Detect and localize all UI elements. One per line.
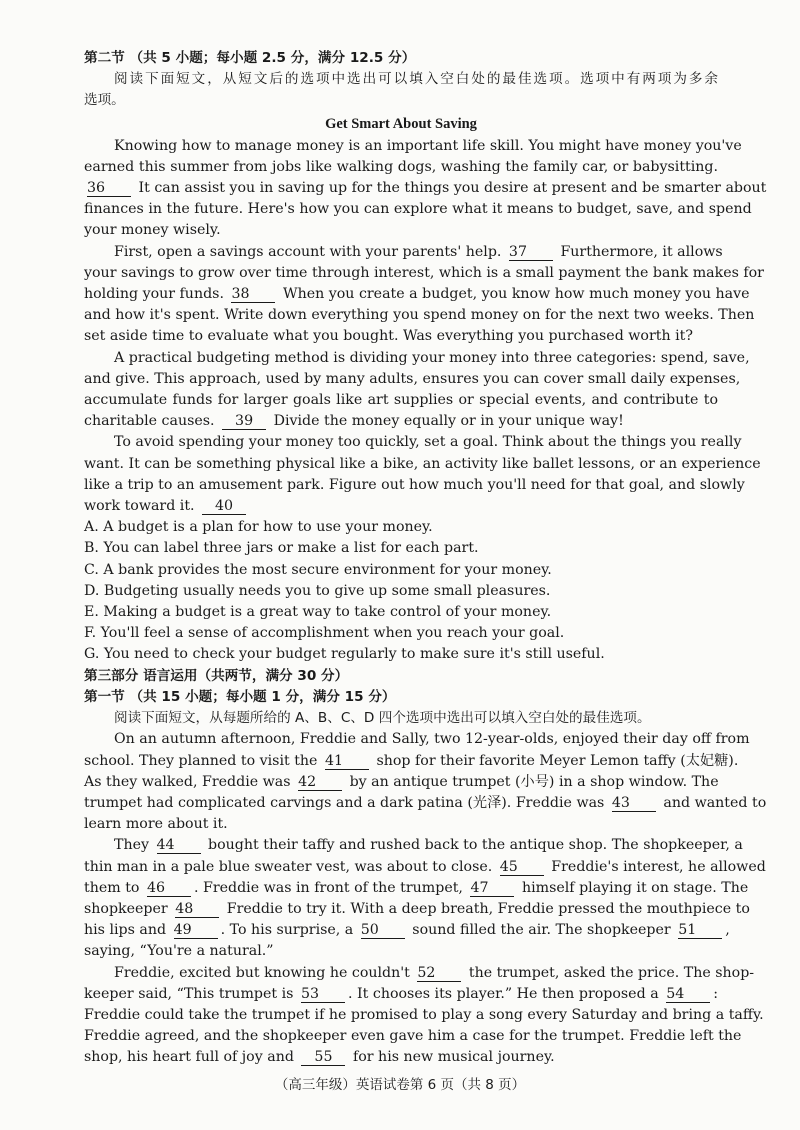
answer-blank-36: 36 xyxy=(87,180,131,197)
option-f: F. You'll feel a sense of accomplishment when you reach your goal. xyxy=(84,625,565,642)
answer-blank-49: 49 xyxy=(174,922,218,939)
section2-instruction-cont: 选项。 xyxy=(84,92,125,109)
answer-blank-41: 41 xyxy=(325,753,369,770)
answer-blank-40: 40 xyxy=(202,498,246,515)
answer-blank-54: 54 xyxy=(666,986,710,1003)
answer-blank-48: 48 xyxy=(175,901,219,918)
page-footer: （高三年级）英语试卷第 6 页（共 8 页） xyxy=(274,1077,526,1093)
passage-paragraph-3: A practical budgeting method is dividing your money into three categories: spend, save, and give. This approach, used by many adults, ensures you can cover small daily expenses, accumulate funds for larger goals like art supplies or special events, and contribute to charitable causes. 39 Divide the money equally or in your unique way! xyxy=(84,349,750,430)
answer-blank-45: 45 xyxy=(500,859,544,876)
passage-paragraph-1: Knowing how to manage money is an important life skill. You might have money you've earned this summer from jobs like walking dogs, washing the family car, or babysitting. 36 It can assist you in saving up for the things you desire at present and be smarter about finances in the future. Here's how you can explore what it means to budget, save, and spend your money wisely. xyxy=(84,137,767,239)
part3-section1-heading: 第一节 （共 15 小题；每小题 1 分，满分 15 分） xyxy=(84,688,396,705)
story-passage: On an autumn afternoon, Freddie and Sally, two 12-year-olds, enjoyed their day off from school. They planned to visit the 41 shop for their favorite Meyer Lemon taffy (太妃糖). As they walked, Freddie was 42 by an antique trumpet (小号) in a shop window. The trumpet had complicated carvings and a dark patina (光泽). Freddie was 43 and wanted to learn more about it. They 44 bought their taffy and rushed back to the antique shop. The shopkeeper, a thin man in a pale blue sweater vest, was about to close. 45 Freddie's interest, he allowed them to 46 . Freddie was in front of the trumpet, 47 himself playing it on stage. The shopkeeper 48 Freddie to try it. With a deep breath, Freddie pressed the mouthpiece to his lips and 49 . To his surprise, a 50 sound filled the air. The shopkeeper 51 , saying, “You're a natural.” Freddie, excited but knowing he couldn't 52 the trumpet, asked the price. The shop- keeper said, “This trumpet is 53 . It chooses its player.” He then proposed a 54 : Freddie could take the trumpet if he promised to play a song every Saturday and bring a taffy. Freddie agreed, and the shopkeeper even gave him a case for the trumpet. Freddie left the shop, his heart full of joy and 55 for his new musical journey. xyxy=(84,731,767,1066)
options-list xyxy=(84,517,718,665)
option-a: A. A budget is a plan for how to use your money. xyxy=(84,519,433,536)
option-c: C. A bank provides the most secure environment for your money. xyxy=(84,561,552,578)
answer-blank-46: 46 xyxy=(147,880,191,897)
answer-blank-39: 39 xyxy=(222,413,266,430)
answer-blank-44: 44 xyxy=(157,837,201,854)
section2-instruction: 阅读下面短文，从短文后的选项中选出可以填入空白处的最佳选项。选项中有两项为多余 xyxy=(114,71,718,88)
answer-blank-47: 47 xyxy=(470,880,514,897)
answer-blank-51: 51 xyxy=(678,922,722,939)
section2-heading: 第二节 （共 5 小题；每小题 2.5 分，满分 12.5 分） xyxy=(84,50,416,66)
answer-blank-55: 55 xyxy=(301,1049,345,1066)
answer-blank-38: 38 xyxy=(231,286,275,303)
answer-blank-42: 42 xyxy=(298,774,342,791)
option-b: B. You can label three jars or make a list for each part. xyxy=(84,540,479,557)
answer-blank-53: 53 xyxy=(301,986,345,1003)
option-d: D. Budgeting usually needs you to give up some small pleasures. xyxy=(84,582,551,599)
option-g: G. You need to check your budget regularly to make sure it's still useful. xyxy=(84,646,605,663)
passage-paragraph-4: To avoid spending your money too quickly, set a goal. Think about the things you really want. It can be something physical like a bike, an activity like ballet lessons, or an experience like a trip to an amusement park. Figure out how much you'll need for that goal, and slowly work toward it. 40 xyxy=(84,434,761,515)
answer-blank-37: 37 xyxy=(509,244,553,261)
answer-blank-43: 43 xyxy=(612,795,656,812)
option-e: E. Making a budget is a great way to take control of your money. xyxy=(84,604,552,621)
passage-title: Get Smart About Saving xyxy=(325,115,477,132)
answer-blank-50: 50 xyxy=(361,922,405,939)
part3-heading: 第三部分 语言运用（共两节，满分 30 分） xyxy=(84,667,349,684)
answer-blank-52: 52 xyxy=(417,965,461,982)
part3-instruction: 阅读下面短文，从每题所给的 A、B、C、D 四个选项中选出可以填入空白处的最佳选项。 xyxy=(114,710,651,727)
passage-paragraph-2: First, open a savings account with your parents' help. 37 Furthermore, it allows your savings to grow over time through interest, which is a small payment the bank makes for holding your funds. 38 When you create a budget, you know how much money you have and how it's spent. Write down everything you spend money on for the next two weeks. Then set aside time to evaluate what you bought. Was everything you purchased worth it? xyxy=(84,243,764,345)
